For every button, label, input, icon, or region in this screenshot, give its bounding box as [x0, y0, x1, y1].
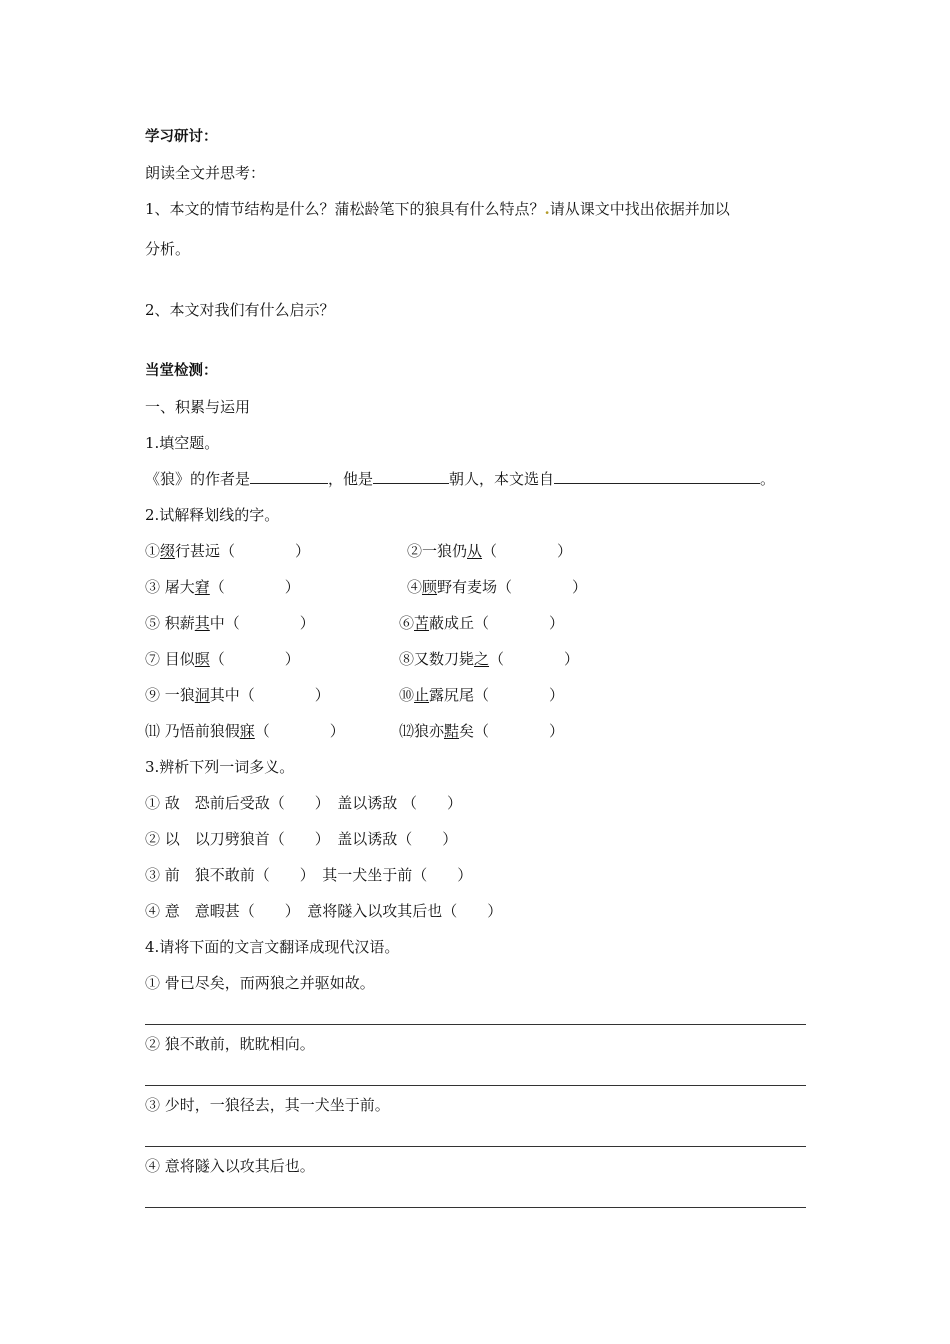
explain-title: 2.试解释划线的字。 [145, 506, 280, 524]
explain-item-4: ④顾野有麦场（ ） [407, 578, 588, 596]
explain-item-11: ⑾ 乃悟前狼假寐（ ） [145, 722, 345, 740]
answer-line-1[interactable] [145, 1024, 806, 1025]
explain-item-8: ⑧又数刀毙之（ ） [399, 650, 580, 668]
fill-sentence [145, 469, 775, 489]
fill-text-1: 《狼》的作者是 [145, 470, 251, 488]
study-heading: 学习研讨： [145, 129, 218, 145]
explain-item-6: ⑥苫蔽成丘（ ） [399, 614, 565, 632]
question-1-part1: 1、本文的情节结构是什么？蒲松龄笔下的狼具有什么特点？ [145, 200, 545, 218]
answer-line-2[interactable] [145, 1085, 806, 1086]
author-blank[interactable] [250, 469, 328, 484]
explain-item-10: ⑩止露尻尾（ ） [399, 686, 565, 704]
question-2: 2、本文对我们有什么启示？ [145, 301, 335, 319]
question-1 [145, 199, 730, 219]
fill-text-3: 朝人，本文选自 [449, 470, 555, 488]
explain-item-12: ⑿狼亦黠矣（ ） [399, 722, 565, 740]
dynasty-blank[interactable] [373, 469, 449, 484]
explain-item-7: ⑦ 目似暝（ ） [145, 650, 300, 668]
translate-item-4: ④ 意将隧入以攻其后也。 [145, 1157, 315, 1175]
translate-item-1: ① 骨已尽矣，而两狼之并驱如故。 [145, 974, 375, 992]
translate-item-2: ② 狼不敢前，眈眈相向。 [145, 1035, 315, 1053]
answer-line-3[interactable] [145, 1146, 806, 1147]
worksheet-page [145, 0, 807, 1344]
fill-text-2: ，他是 [328, 470, 374, 488]
polysemy-title: 3.辨析下列一词多义。 [145, 758, 295, 776]
explain-item-5: ⑤ 积薪其中（ ） [145, 614, 315, 632]
explain-item-9: ⑨ 一狼洞其中（ ） [145, 686, 330, 704]
question-1-continued: 分析。 [145, 240, 191, 258]
study-intro: 朗读全文并思考： [145, 164, 266, 182]
question-1-part2: 请从课文中找出依据并加以 [549, 200, 730, 218]
polysemy-row-4: ④ 意 意暇甚（ ） 意将隧入以攻其后也（ ） [145, 902, 503, 920]
answer-line-4[interactable] [145, 1207, 806, 1208]
polysemy-row-1: ① 敌 恐前后受敌（ ） 盖以诱敌 （ ） [145, 794, 463, 812]
polysemy-row-2: ② 以 以刀劈狼首（ ） 盖以诱敌（ ） [145, 830, 458, 848]
explain-item-3: ③ 屠大窘（ ） [145, 578, 300, 596]
fill-text-4: 。 [760, 470, 776, 488]
translate-title: 4.请将下面的文言文翻译成现代汉语。 [145, 938, 400, 956]
fill-title: 1.填空题。 [145, 434, 220, 452]
test-heading: 当堂检测： [145, 363, 218, 379]
question-1-mark: . [544, 200, 550, 218]
translate-item-3: ③ 少时，一狼径去，其一犬坐于前。 [145, 1096, 390, 1114]
explain-item-2: ②一狼仍从（ ） [407, 542, 573, 560]
source-blank[interactable] [554, 469, 760, 484]
section-1-title: 一、积累与运用 [145, 398, 251, 416]
explain-item-1: ①缀行甚远（ ） [145, 542, 311, 560]
polysemy-row-3: ③ 前 狼不敢前（ ） 其一犬坐于前（ ） [145, 866, 473, 884]
